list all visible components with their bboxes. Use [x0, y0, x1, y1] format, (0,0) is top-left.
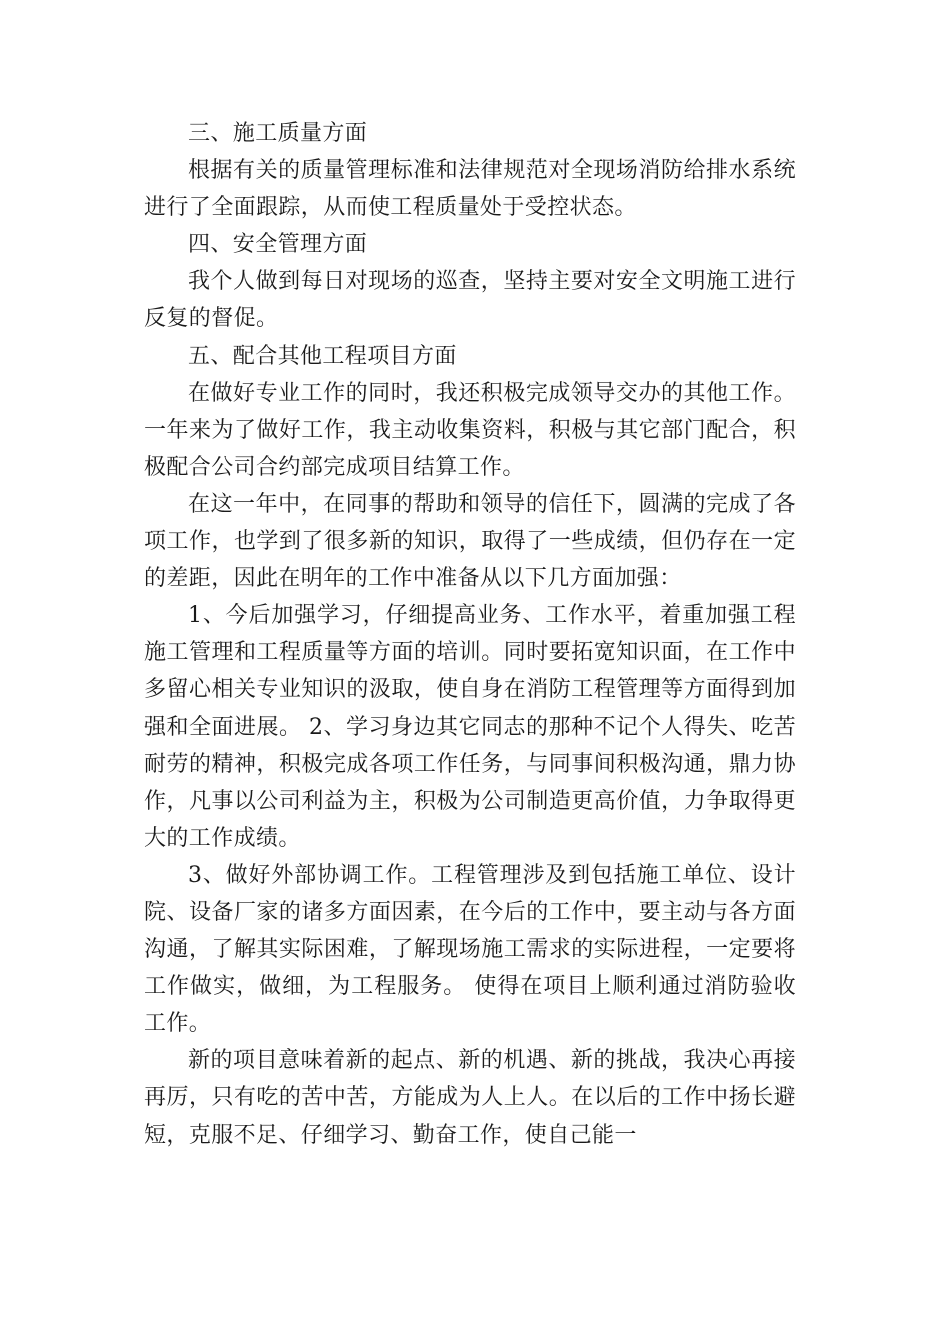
paragraph-cooperation: 在做好专业工作的同时，我还积极完成领导交办的其他工作。一年来为了做好工作，我主动收集资料，积极与其它部门配合，积极配合公司合约部完成项目结算工作。 [144, 380, 796, 480]
paragraph-plan-1-2: 1、今后加强学习，仔细提高业务、工作水平，着重加强工程施工管理和工程质量等方面的培训。同时要拓宽知识面，在工作中多留心相关专业知识的汲取，使自身在消防工程管理等方面得到加强和全面进展。 2、学习身边其它同志的那种不记个人得失、吃苦耐劳的精神，积极完成各项工作任务，与同事间积极沟通，鼎力协作，凡事以公司利益为主，积极为公司制造更高价值，力争取得更大的工作成绩。 [144, 603, 796, 851]
section-heading-cooperation: 五、配合其他工程项目方面 [188, 343, 457, 369]
paragraph-conclusion: 新的项目意味着新的起点、新的机遇、新的挑战，我决心再接再厉，只有吃的苦中苦，方能成为人上人。在以后的工作中扬长避短，克服不足、仔细学习、勤奋工作，使自己能一 [144, 1048, 796, 1148]
paragraph-safety: 我个人做到每日对现场的巡查，坚持主要对安全文明施工进行反复的督促。 [144, 269, 796, 332]
section-heading-safety: 四、安全管理方面 [188, 232, 368, 258]
paragraph-summary: 在这一年中，在同事的帮助和领导的信任下，圆满的完成了各项工作，也学到了很多新的知识，取得了一些成绩，但仍存在一定的差距，因此在明年的工作中准备从以下几方面加强： [144, 491, 796, 592]
section-heading-quality: 三、施工质量方面 [188, 121, 368, 146]
paragraph-plan-3: 3、做好外部协调工作。工程管理涉及到包括施工单位、设计院、设备厂家的诸多方面因素，在今后的工作中，要主动与各方面沟通，了解其实际困难，了解现场施工需求的实际进程，一定要将工作做实，做细，为工程服务。 使得在项目上顺利通过消防验收工作。 [144, 862, 796, 1037]
document-body [144, 115, 796, 1154]
paragraph-quality: 根据有关的质量管理标准和法律规范对全现场消防给排水系统进行了全面跟踪，从而使工程质量处于受控状态。 [144, 158, 796, 221]
